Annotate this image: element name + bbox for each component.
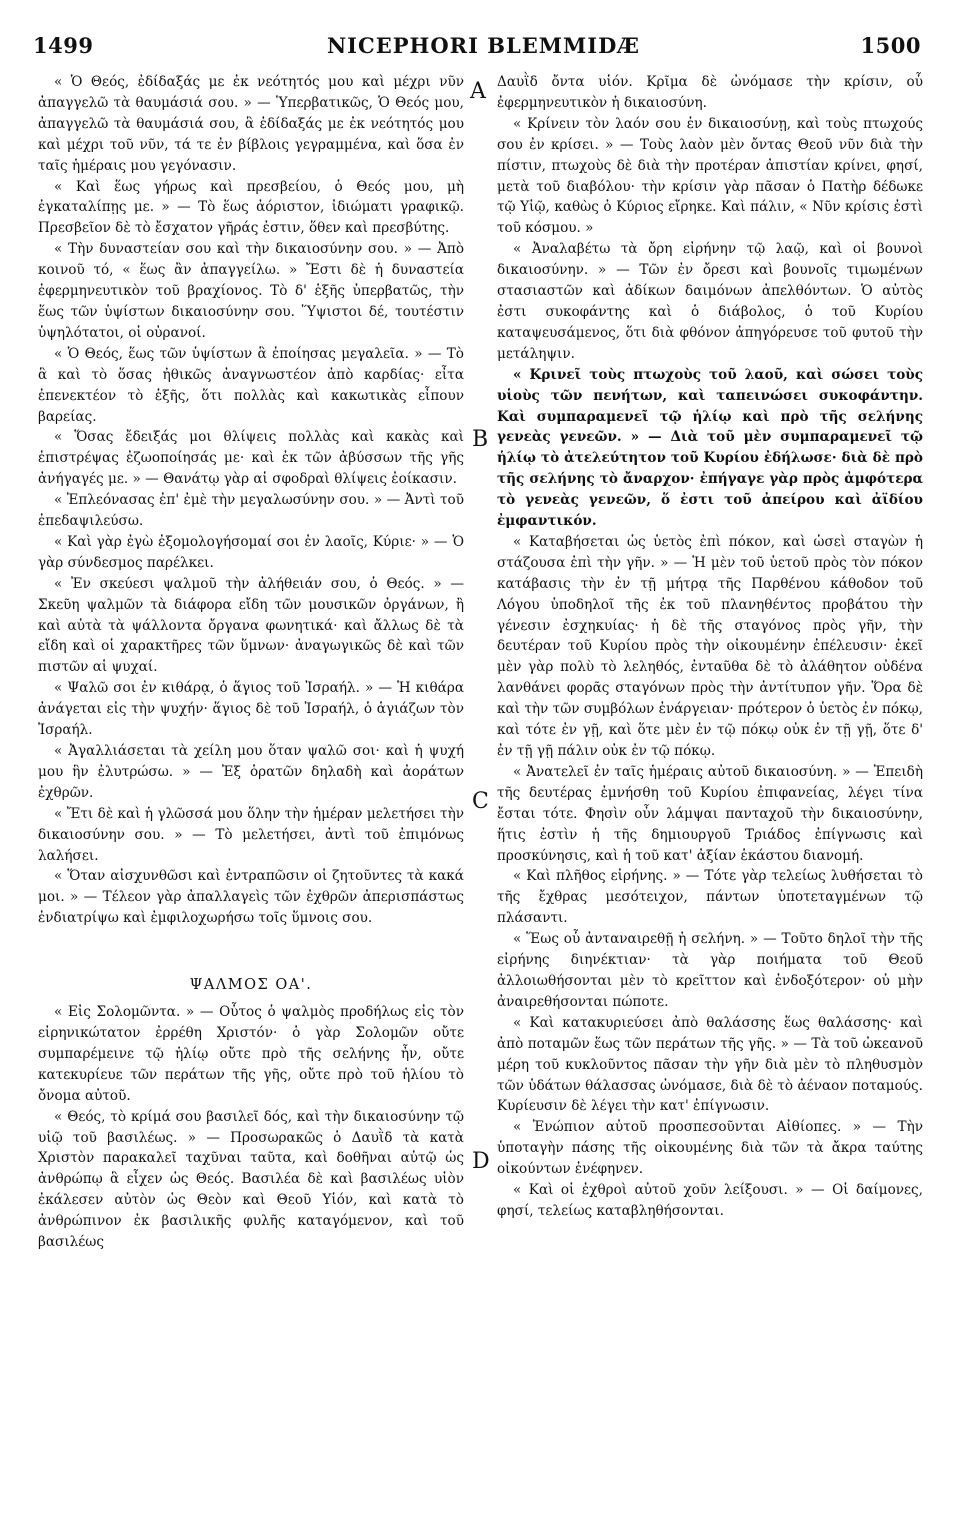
paragraph: « Καὶ γὰρ ἐγὼ ἐξομολογήσομαί σοι ἐν λαοῖς, Κύριε· » — Ὁ γὰρ σύνδεσμος παρέλκει. (38, 533, 464, 571)
paragraph: « Κρινεῖ τοὺς πτωχοὺς τοῦ λαοῦ, καὶ σώσει τοὺς υἱοὺς τῶν πενήτων, καὶ ταπεινώσει συκοφάντην. Καὶ συμπαραμενεῖ τῷ ἡλίῳ καὶ πρὸ τῆς σελήνης γενεὰς γενεῶν. » — Διὰ τοῦ μὲν συμπαραμενεῖ τῷ ἡλίῳ τὸ ἀτελεύτητον τοῦ Κυρίου ἐδήλωσε· διὰ δὲ πρὸ τῆς σελήνης τὸ ἄναρχον· ἐπήγαγε γὰρ πρὸς ἀμφότερα τὸ γενεὰς γενεῶν, ὅ ἐστι τοῦ ἀπείρου καὶ ἀϊδίου ἐμφαντικόν. (497, 366, 923, 530)
paragraph: « Ὁ Θεός, ἕως τῶν ὑψίστων ἃ ἐποίησας μεγαλεῖα. » — Τὸ ἃ καὶ τὸ ὅσας ἠθικῶς ἀναγνωστέον ἀπὸ καρδίας· εἶτα ἐπενεκτέον τὸ ἑξῆς, ὅτι πολλὰς καὶ κακωτικὰς εἶπουν βαρείας. (38, 345, 464, 425)
running-head (0, 0, 967, 62)
paragraph: « Ὅταν αἰσχυνθῶσι καὶ ἐντραπῶσιν οἱ ζητοῦντες τὰ κακά μοι. » — Τέλεον γὰρ ἀπαλλαγεὶς τῶν ἐχθρῶν ἀπερισπάστως ἐνδιατρίψω καὶ ἐμφιλοχωρήσω τοῖς ὕμνοις σου. (38, 868, 464, 927)
paragraph: « Τὴν δυναστείαν σου καὶ τὴν δικαιοσύνην σου. » — Ἀπὸ κοινοῦ τό, « ἕως ἂν ἀπαγγείλω. » Ἔστι δὲ ἡ δυναστεία ἐφερμηνευτικὸν τοῦ βραχίονος. Τὸ δ' ἑξῆς ὑπερβατῶς, τὴν ἕως τῶν ὑψίστων δικαιοσύνην σου. Ὕψιστοι δέ, τουτέστιν ὑψηλότατοι, οἱ οὐρανοί. (38, 241, 464, 341)
paragraph: « Καὶ οἱ ἐχθροὶ αὐτοῦ χοῦν λείξουσι. » — Οἱ δαίμονες, φησί, τελείως καταβληθήσονται. (497, 1182, 923, 1219)
paragraph: « Ἕως οὗ ἀνταναιρεθῇ ἡ σελήνη. » — Τοῦτο δηλοῖ τὴν τῆς εἰρήνης διηνέκτιαν· τὰ γὰρ ποιήματα τοῦ Θεοῦ ἀλλοιωθήσονται μὲν τὸ κρεῖττον καὶ ἐνδοξότερον· οὐ μὴν ἀναιρεθήσονται πώποτε. (497, 931, 923, 1010)
paragraph: « Κρίνειν τὸν λαόν σου ἐν δικαιοσύνῃ, καὶ τοὺς πτωχούς σου ἐν κρίσει. » — Τοὺς λαὸν μὲν ὄντας Θεοῦ νῦν διὰ τὴν πίστιν, πτωχοὺς δὲ διὰ τὴν προτέραν ἀπιστίαν κρίνει, φησί, μετὰ τοῦ διαβόλου· τὴν κρίσιν γὰρ πᾶσαν ὁ Πατὴρ δέδωκε τῷ Υἱῷ, καθὼς ὁ Κύριος εἴρηκε. Καὶ πάλιν, « Νῦν κρίσις ἐστὶ τοῦ κόσμου. » (497, 115, 923, 237)
section-marker-d: D (472, 1149, 490, 1174)
paragraph: « Ἀνατελεῖ ἐν ταῖς ἡμέραις αὐτοῦ δικαιοσύνη. » — Ἐπειδὴ τῆς δευτέρας ἐμνήσθη τοῦ Κυρίου ἐπιφανείας, λέγει τίνα ἔσται τότε. Φησὶν οὖν λάμψαι πανταχοῦ τὴν δικαιοσύνην, ἥτις ἐστὶν ἡ τῆς δημιουργοῦ Τριάδος ἐπίγνωσις καὶ προσκύνησις, καὶ ἡ τοῦ κατ' ἀξίαν ἑκάστου διανομή. (497, 763, 923, 864)
paragraph: « Ἐπλεόνασας ἐπ' ἐμὲ τὴν μεγαλωσύνην σου. » — Ἀντὶ τοῦ ἐπεδαψιλεύσω. (38, 492, 464, 530)
paragraph: « Καταβήσεται ὡς ὑετὸς ἐπὶ πόκον, καὶ ὡσεὶ σταγὼν ἡ στάζουσα ἐπὶ τὴν γῆν. » — Ἡ μὲν τοῦ ὑετοῦ πρὸς τὸν πόκον κατάβασις τὴν ἐν τῇ μήτρᾳ τῆς Παρθένου κάθοδον τοῦ Λόγου ὑποδηλοῖ τῆς ἐκ τοῦ πλανηθέντος προβάτου τὴν γένεσιν ἐσχηκυίας· ἡ δὲ τῆς σταγόνος πρὸς γῆν, τὴν δευτέραν τοῦ Κυρίου πρὸς τὴν οἰκουμένην ἐπέλευσιν· ἐκεῖ μὲν γὰρ πολὺ τὸ λεληθός, ἐνταῦθα δὲ τὸ ἀλάθητον οὐδένα λανθάνει φορᾶς σταγόνων πρὸς τὴν ἀντίτυπον γῆν. Ὅρα δὲ καὶ τὴν τῶν συμβόλων ἐνάργειαν· πρότερον ὁ ὑετὸς ἐν πόκῳ, καὶ τότε ἐν γῇ, καὶ ὅτε μὲν ἐν τῷ πόκῳ οὐκ ἐν τῇ γῇ, ὅτε δ' ἐν τῇ γῇ πάλιν οὐκ ἐν τῷ πόκῳ. (497, 533, 923, 759)
section-marker-c: C (472, 789, 489, 814)
left-column (38, 72, 464, 1253)
page-number-right: 1500 (860, 33, 921, 58)
paragraph: « Καὶ κατακυριεύσει ἀπὸ θαλάσσης ἕως θαλάσσης· καὶ ἀπὸ ποταμῶν ἕως τῶν περάτων τῆς γῆς. » — Τὰ τοῦ ὠκεανοῦ μέρη τοῦ κυκλοῦντος πᾶσαν τὴν γῆν διὰ μὲν τὸ πληθυσμὸν τῶν ὑδάτων θάλασσας ὠνόμασε, διὰ δὲ τὸ ἀέναον ποταμούς. Κυρίευσιν δὲ λέγει τὴν κατ' ἐπίγνωσιν. (497, 1014, 923, 1115)
paragraph: « Ἀναλαβέτω τὰ ὄρη εἰρήνην τῷ λαῷ, καὶ οἱ βουνοὶ δικαιοσύνην. » — Τῶν ἐν ὄρεσι καὶ βουνοῖς τιμωμένων στασιαστῶν καὶ ἀδίκων δαιμόνων ἀπελθόντων. Ὁ αὐτὸς ἐστι συκοφάντης καὶ ὁ διάβολος, ὁ τοῦ Κυρίου καταψευσάμενος, ὅτι διὰ φθόνον ἀπηγόρευσε τοῦ φυτοῦ τὴν μετάληψιν. (497, 241, 923, 362)
paragraph: « Ἐνώπιον αὐτοῦ προσπεσοῦνται Αἰθίοπες. » — Τὴν ὑποταγὴν πάσης τῆς οἰκουμένης διὰ τῶν τὰ ἄκρα ταύτης οἰκούντων ἐνέφηνεν. (497, 1119, 923, 1178)
paragraph: Δαυῒδ ὄντα υἱόν. Κρῖμα δὲ ὠνόμασε τὴν κρίσιν, οὗ ἐφερμηνευτικὸν ἡ δικαιοσύνη. (497, 74, 923, 111)
section-heading: ΨΑΛΜΟΣ ΟΑ'. (189, 977, 313, 994)
paragraph: « Ἀγαλλιάσεται τὰ χείλη μου ὅταν ψαλῶ σοι· καὶ ἡ ψυχή μου ἣν ἐλυτρώσω. » — Ἐξ ὁρατῶν δηλαδὴ καὶ ἀοράτων ἐχθρῶν. (38, 743, 464, 801)
paragraph: « Ψαλῶ σοι ἐν κιθάρᾳ, ὁ ἅγιος τοῦ Ἰσραήλ. » — Ἡ κιθάρα ἀνάγεται εἰς τὴν ψυχήν· ἅγιος δὲ τοῦ Ἰσραήλ, ὁ ἁγιάζων τὸν Ἰσραήλ. (38, 680, 464, 739)
right-column (497, 72, 923, 1222)
paragraph: « Ὅσας ἔδειξάς μοι θλίψεις πολλὰς καὶ κακὰς καὶ ἐπιστρέψας ἐζωοποίησάς με· καὶ ἐκ τῶν ἀβύσσων τῆς γῆς ἀνήγαγές με. » — Θανάτῳ γὰρ αἱ σφοδραὶ θλίψεις ἐοίκασιν. (38, 429, 464, 488)
paragraph: « Καὶ πλῆθος εἰρήνης. » — Τότε γὰρ τελείως λυθήσεται τὸ τῆς ἔχθρας μεσότειχον, πάντων ὑποτεταγμένων τῷ πλάσαντι. (497, 868, 923, 927)
paragraph: « Ἔτι δὲ καὶ ἡ γλῶσσά μου ὅλην τὴν ἡμέραν μελετήσει τὴν δικαιοσύνην σου. » — Τὸ μελετήσει, ἀντὶ τοῦ ἐπιμόνως λαλήσει. (38, 805, 464, 864)
paragraph: « Θεός, τὸ κρίμά σου βασιλεῖ δός, καὶ τὴν δικαιοσύνην τῷ υἱῷ τοῦ βασιλέως. » — Προσωρακῶς ὁ Δαυῒδ τὰ κατὰ Χριστὸν παρακαλεῖ ταχῦναι ταῦτα, καὶ δοθῆναι αὐτῷ ὡς ἀνθρώπῳ ἃ εἶχεν ὡς Θεός. Βασιλέα δὲ καὶ βασιλέως υἱὸν ἐκάλεσεν αὐτὸν ὡς Θεὸν καὶ Θεοῦ Υἱόν, καὶ κατὰ τὸ ἀνθρώπινον ἐκ βασιλικῆς φυλῆς καταγόμενον, καὶ τοῦ βασιλέως (38, 1108, 464, 1251)
paragraph: « Ἐν σκεύεσι ψαλμοῦ τὴν ἀλήθειάν σου, ὁ Θεός. » — Σκεῦη ψαλμῶν τὰ διάφορα εἴδη τῶν μουσικῶν ὀργάνων, ἢ καὶ αὐτὰ τὰ ψάλλοντα ὄργανα φωνητικά· καὶ ἄλλως δὲ τὰ εἴδη καὶ οἱ χαρακτῆρες τῶν ὕμνων· ἀναγωγικῶς δὲ καὶ τῶν πιστῶν αἱ ψυχαί. (38, 575, 464, 676)
paragraph: « Ὁ Θεός, ἐδίδαξάς με ἐκ νεότητός μου καὶ μέχρι νῦν ἀπαγγελῶ τὰ θαυμάσιά σου. » — Ὑπερβατικῶς, Ὁ Θεός μου, ἀπαγγελῶ τὰ θαυμάσιά σου, ἃ ἐδίδαξάς με ἐκ νεότητός μου καὶ μέχρι τοῦ νῦν, τά τε ἐν βίβλοις γεγραμμένα, καὶ ὅσα ἐν ταῖς ἡμέραις μου γεγόνασιν. (38, 74, 464, 174)
paragraph: « Καὶ ἕως γήρως καὶ πρεσβείου, ὁ Θεός μου, μὴ ἐγκαταλίπῃς με. » — Τὸ ἕως ἀόριστον, ἰδιώματι γραφικῷ. Πρεσβεῖον δὲ τὸ ἔσχατον γῆράς ἐστιν, ὅθεν καὶ πρεσβύτης. (38, 178, 464, 237)
section-marker-a: A (470, 79, 486, 104)
page-number-left: 1499 (33, 33, 94, 58)
paragraph: « Εἰς Σολομῶντα. » — Οὗτος ὁ ψαλμὸς προδήλως εἰς τὸν εἰρηνικώτατον ἐρρέθη Χριστόν· ὁ γὰρ Σολομῶν οὔτε συμπαρέμεινε τῷ ἡλίῳ οὔτε πρὸ τῆς σελήνης ἦν, οὔτε κατεκυρίευε τῶν περάτων τῆς γῆς, οὔτε πρὸ τοῦ ἡλίου τὸ ὄνομα αὐτοῦ. (38, 1004, 464, 1104)
section-marker-b: B (472, 427, 489, 452)
running-title: NICEPHORI BLEMMIDÆ (326, 33, 640, 58)
